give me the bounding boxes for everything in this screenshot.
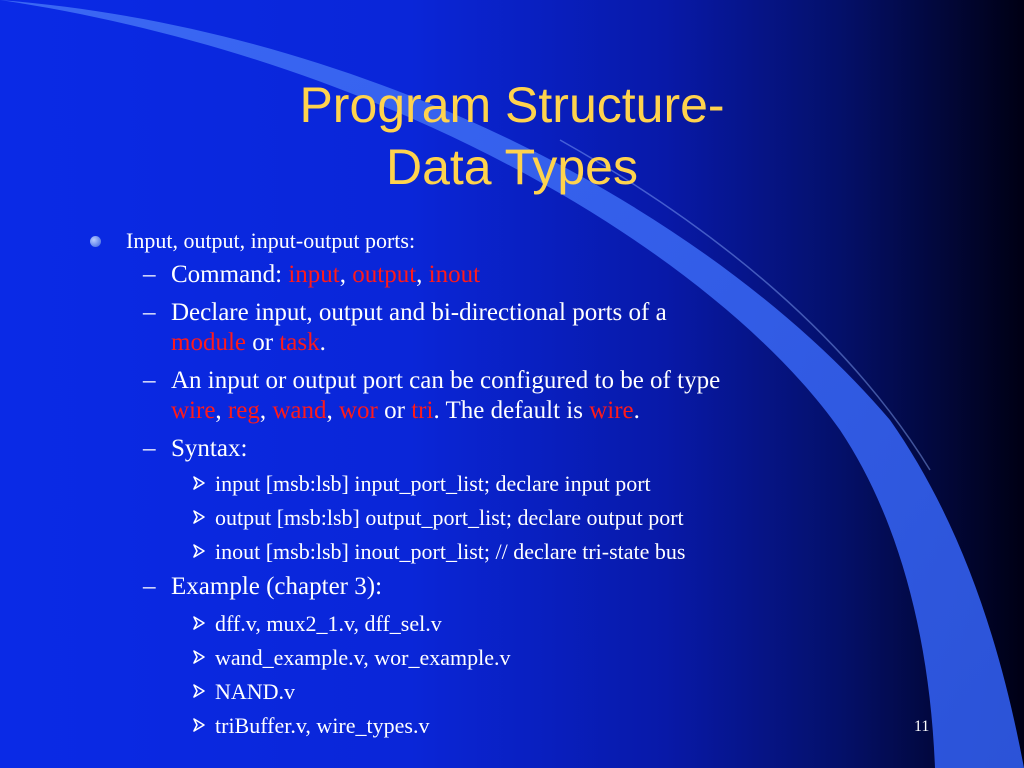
- keyword-tri: tri: [411, 397, 434, 424]
- arrow-right-icon: [191, 649, 207, 665]
- dash-bullet: –: [143, 435, 156, 462]
- keyword-inout: inout: [428, 261, 481, 288]
- example-item: NAND.v: [215, 679, 296, 704]
- keyword-wand: wand: [272, 397, 327, 424]
- arrow-right-icon: [191, 615, 207, 631]
- dash-bullet: –: [143, 261, 156, 288]
- keyword-reg: reg: [227, 397, 260, 424]
- default-text: . The default is: [433, 397, 590, 424]
- connector-or: or: [377, 397, 412, 424]
- separator: ,: [326, 397, 339, 424]
- separator: ,: [416, 261, 429, 288]
- subitem-command: [171, 260, 480, 290]
- syntax-item: output [msb:lsb] output_port_list; declare output port: [215, 505, 684, 530]
- syntax-item: inout [msb:lsb] inout_port_list; // declare tri-state bus: [215, 539, 686, 564]
- keyword-input: input: [288, 261, 340, 288]
- slide-title: [0, 74, 1024, 198]
- bullet-ports: Input, output, input-output ports:: [126, 228, 416, 253]
- title-line-1: Program Structure-: [299, 77, 725, 133]
- declare-line-2: [171, 328, 667, 358]
- separator: ,: [259, 397, 273, 424]
- separator: ,: [339, 261, 353, 288]
- keyword-wire-default: wire: [589, 397, 634, 424]
- keyword-wor: wor: [339, 397, 378, 424]
- subitem-declare: [171, 298, 667, 358]
- arrow-right-icon: [191, 717, 207, 733]
- subitem-config: [171, 366, 720, 426]
- declare-line-1: Declare input, output and bi-directional ports of a: [171, 299, 667, 326]
- arrow-right-icon: [191, 509, 207, 525]
- keyword-module: module: [171, 329, 246, 356]
- period: .: [319, 329, 326, 356]
- keyword-wire: wire: [171, 397, 216, 424]
- example-item: wand_example.v, wor_example.v: [215, 645, 511, 670]
- syntax-item: input [msb:lsb] input_port_list; declare input port: [215, 471, 651, 496]
- dash-bullet: –: [143, 299, 156, 326]
- config-line-2: [171, 396, 720, 426]
- dash-bullet: –: [143, 573, 156, 600]
- example-item: triBuffer.v, wire_types.v: [215, 713, 430, 738]
- period: .: [633, 397, 640, 424]
- round-dot-bullet-icon: [90, 236, 101, 247]
- keyword-output: output: [352, 261, 417, 288]
- arrow-right-icon: [191, 683, 207, 699]
- slide-number: 11: [914, 718, 930, 735]
- separator: ,: [215, 397, 228, 424]
- config-line-1: An input or output port can be configured to be of type: [171, 367, 721, 394]
- connector-or: or: [246, 329, 280, 356]
- command-prefix: Command:: [171, 261, 289, 288]
- arrow-right-icon: [191, 475, 207, 491]
- title-line-2: Data Types: [385, 139, 638, 195]
- example-item: dff.v, mux2_1.v, dff_sel.v: [215, 611, 442, 636]
- subitem-syntax: Syntax:: [171, 435, 248, 462]
- arrow-right-icon: [191, 543, 207, 559]
- keyword-task: task: [279, 329, 320, 356]
- dash-bullet: –: [143, 367, 156, 394]
- subitem-example: Example (chapter 3):: [171, 573, 383, 600]
